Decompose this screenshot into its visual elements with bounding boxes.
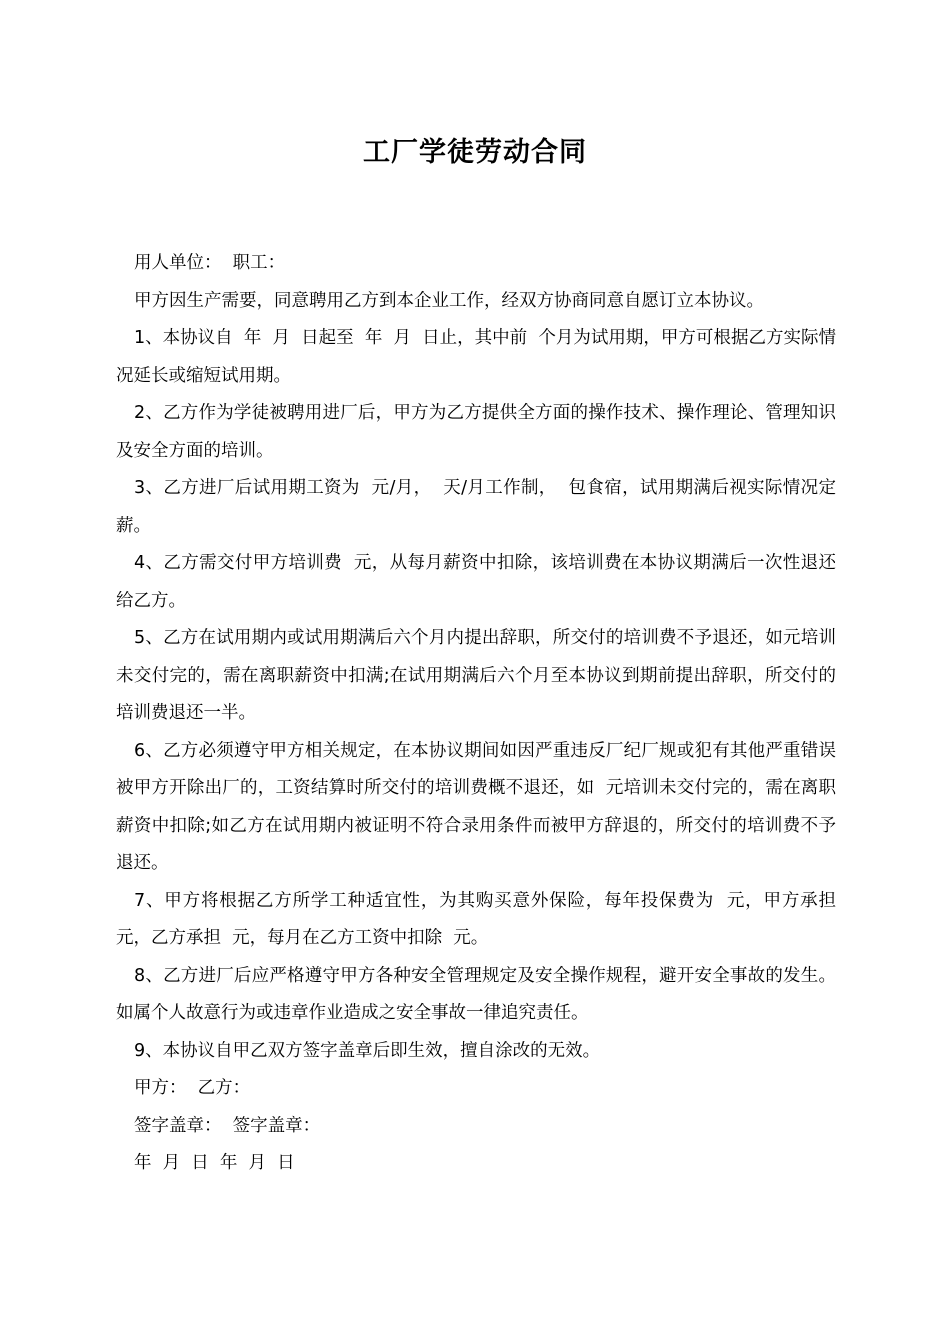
clause-8: 8、乙方进厂后应严格遵守甲方各种安全管理规定及安全操作规程，避开安全事故的发生。如属个人故意行为或违章作业造成之安全事故一律追究责任。 xyxy=(116,965,836,1023)
clause-5: 5、乙方在试用期内或试用期满后六个月内提出辞职，所交付的培训费不予退还，如元培训未交付完的，需在离职薪资中扣满;在试用期满后六个月至本协议到期前提出辞职，所交付的培训费退还一半。 xyxy=(116,628,836,723)
preamble-paragraph: 甲方因生产需要，同意聘用乙方到本企业工作，经双方协商同意自愿订立本协议。 xyxy=(134,290,764,311)
clause-6: 6、乙方必须遵守甲方相关规定，在本协议期间如因严重违反厂纪厂规或犯有其他严重错误被甲方开除出厂的，工资结算时所交付的培训费概不退还，如 元培训未交付完的，需在离职薪资中扣除;如乙方在试用期内被证明不符合录用条件而被甲方辞退的，所交付的培训费不予退还。 xyxy=(116,740,836,873)
party-info-line: 用人单位： 职工： xyxy=(134,253,286,273)
contract-title: 工厂学徒劳动合同 xyxy=(363,137,587,168)
clause-9: 9、本协议自甲乙双方签字盖章后即生效，擅自涂改的无效。 xyxy=(134,1040,601,1061)
clause-3: 3、乙方进厂后试用期工资为 元/月， 天/月工作制， 包食宿，试用期满后视实际情况定薪。 xyxy=(116,478,836,536)
clause-2: 2、乙方作为学徒被聘用进厂后，甲方为乙方提供全方面的操作技术、操作理论、管理知识及安全方面的培训。 xyxy=(116,403,836,461)
signature-date-line: 年 月 日 年 月 日 xyxy=(134,1153,295,1173)
clause-4: 4、乙方需交付甲方培训费 元，从每月薪资中扣除，该培训费在本协议期满后一次性退还给乙方。 xyxy=(116,553,836,611)
contract-body xyxy=(116,245,848,1183)
signature-seal-line: 签字盖章： 签字盖章： xyxy=(134,1115,321,1136)
clause-1: 1、本协议自 年 月 日起至 年 月 日止，其中前 个月为试用期，甲方可根据乙方实际情况延长或缩短试用期。 xyxy=(116,328,836,386)
signature-parties-line: 甲方： 乙方： xyxy=(134,1078,251,1098)
clause-7: 7、甲方将根据乙方所学工种适宜性，为其购买意外保险，每年投保费为 元，甲方承担 元，乙方承担 元，每月在乙方工资中扣除 元。 xyxy=(116,890,848,948)
